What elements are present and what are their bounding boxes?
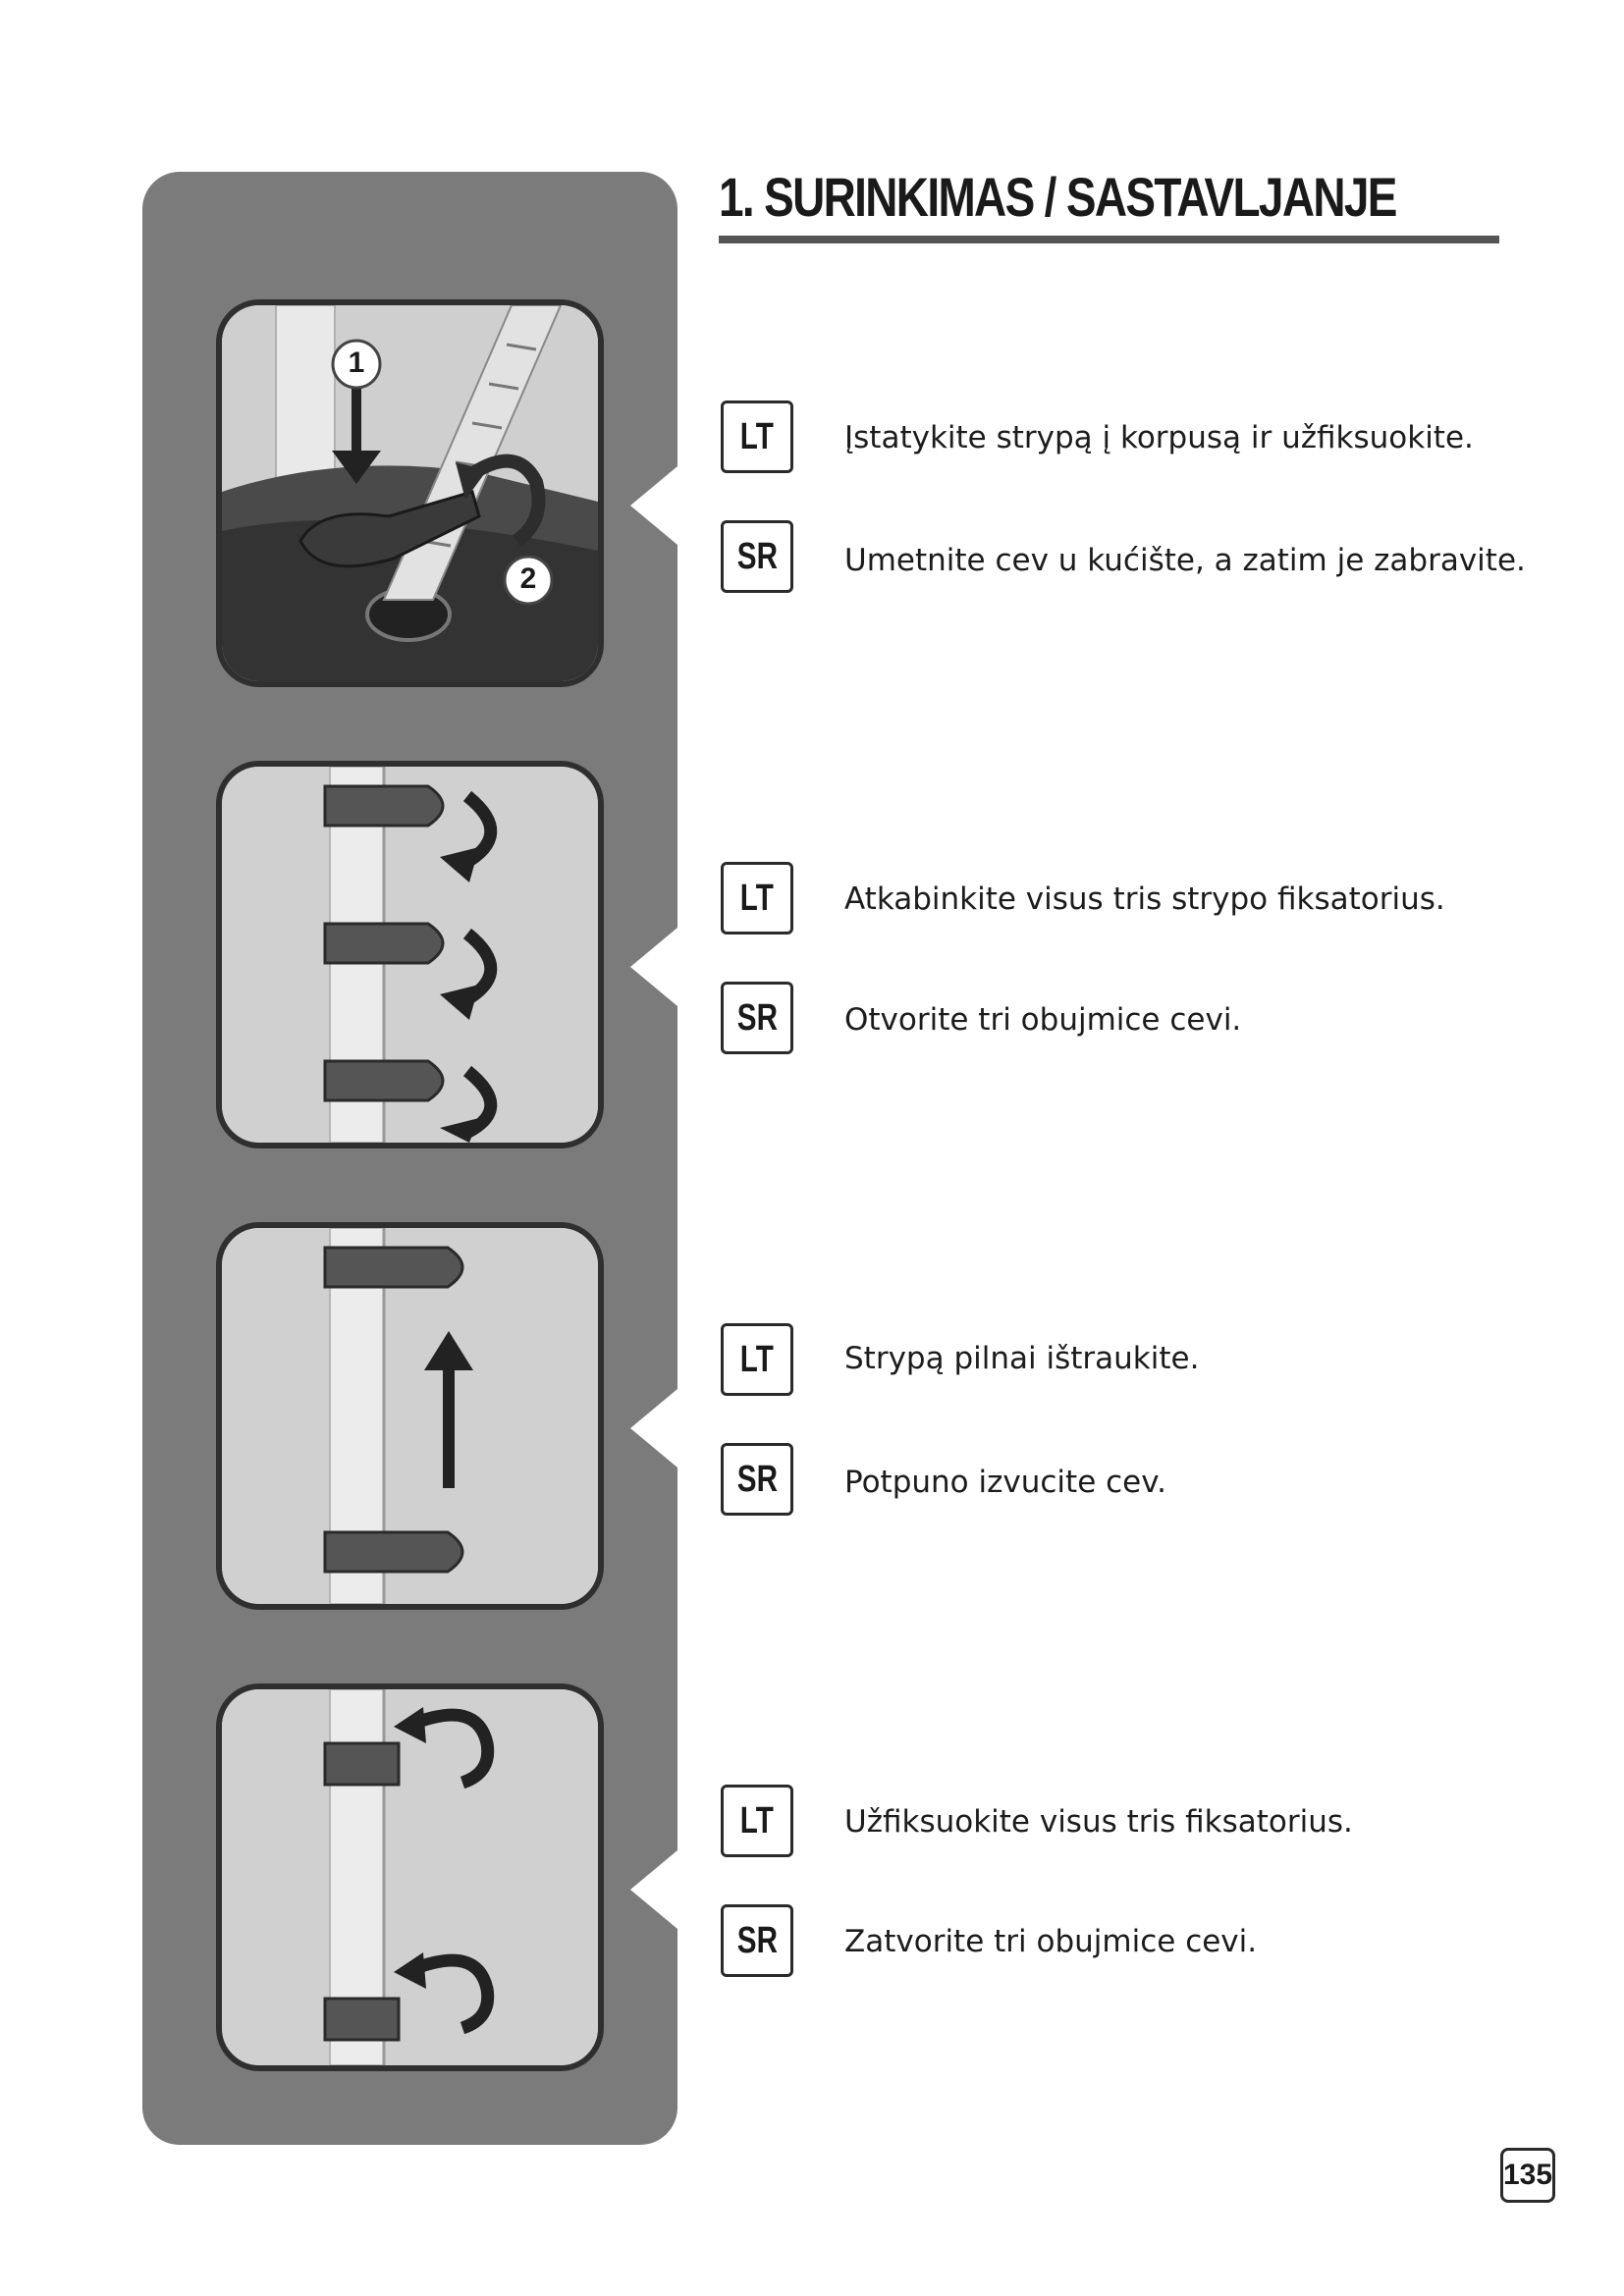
lang-badge-sr: [721, 1443, 793, 1516]
instruction-sr: Potpuno izvucite cev.: [844, 1465, 1167, 1500]
instruction-lt: Strypą pilnai ištraukite.: [844, 1341, 1200, 1376]
lang-badge-lt: [721, 1323, 793, 1396]
instruction-lt: Įstatykite strypą į korpusą ir užfiksuokite.: [844, 420, 1474, 455]
instruction-sr: Zatvorite tri obujmice cevi.: [844, 1924, 1258, 1959]
step-marker-1: 1: [348, 347, 365, 379]
lang-badge-label: LT: [739, 415, 774, 457]
instruction-sr: Umetnite cev u kućište, a zatim je zabravite.: [844, 543, 1526, 578]
page-number: 135: [1500, 2148, 1555, 2203]
lang-badge-sr: [721, 1904, 793, 1977]
lang-badge-lt: [721, 862, 793, 934]
step-marker-2: 2: [519, 562, 537, 595]
close-clips-illustration: [222, 1689, 598, 2065]
pointer-notch-1: [630, 466, 677, 545]
lang-badge-lt: [721, 1785, 793, 1857]
pull-hose-illustration: [222, 1228, 598, 1604]
pointer-notch-3: [630, 1389, 677, 1468]
pointer-notch-4: [630, 1850, 677, 1929]
lang-badge-label: SR: [736, 1458, 778, 1500]
page-title: 1. SURINKIMAS / SASTAVLJANJE: [719, 166, 1396, 228]
lang-badge-label: LT: [739, 1338, 774, 1380]
illustration-sidebar: [142, 172, 677, 2145]
lang-badge-label: SR: [736, 535, 778, 577]
title-underline: [719, 236, 1499, 243]
insert-hose-illustration: [222, 305, 598, 681]
lang-badge-sr: [721, 520, 793, 593]
figure-close-clips: [216, 1683, 604, 2071]
lang-badge-sr: [721, 982, 793, 1054]
lang-badge-lt: [721, 400, 793, 473]
lang-badge-label: LT: [739, 1799, 774, 1842]
lang-badge-label: SR: [736, 1919, 778, 1961]
figure-pull-hose: [216, 1222, 604, 1610]
instruction-sr: Otvorite tri obujmice cevi.: [844, 1002, 1242, 1038]
figure-insert-hose: [216, 299, 604, 687]
lang-badge-label: SR: [736, 996, 778, 1039]
open-clips-illustration: [222, 767, 598, 1143]
figure-open-clips: [216, 761, 604, 1148]
instruction-lt: Užfiksuokite visus tris fiksatorius.: [844, 1804, 1353, 1840]
lang-badge-label: LT: [739, 877, 774, 919]
pointer-notch-2: [630, 928, 677, 1006]
instruction-lt: Atkabinkite visus tris strypo fiksatorius.: [844, 881, 1445, 917]
